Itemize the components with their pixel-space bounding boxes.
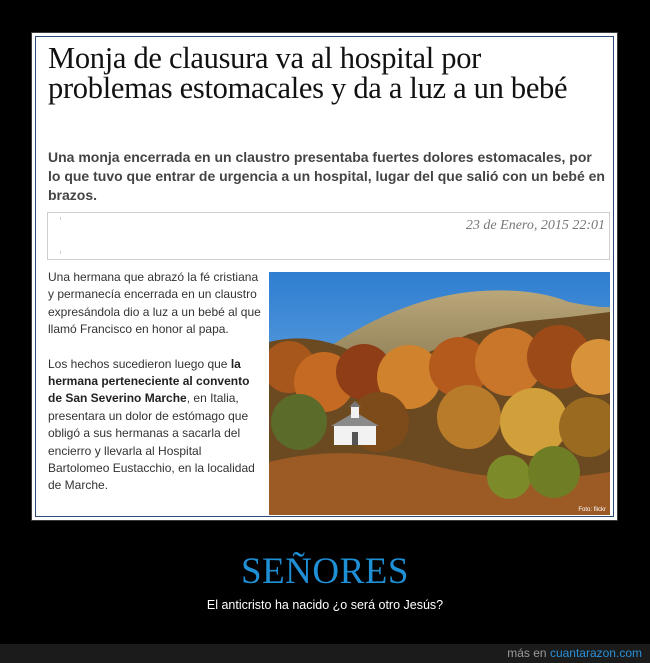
footer-more-link[interactable]: más en cuantarazon.com — [507, 646, 642, 660]
article-panel — [35, 36, 614, 517]
article-paragraph-2: Los hechos sucedieron luego que la hermana perteneciente al convento de San Severino Marche, en Italia, presentara un dolor de estómago que obligó a sus hermanas a sacarla del encierro y llevarla al Hospital Bartolomeo Eustacchio, en la localidad de Marche. — [48, 356, 255, 493]
article-meta-box — [47, 212, 610, 260]
site-footer — [0, 644, 650, 663]
article-photo — [269, 272, 610, 515]
meme-caption: El anticristo ha nacido ¿o será otro Jesús? — [206, 598, 444, 612]
article-body — [48, 269, 264, 512]
article-paragraph-1: Una hermana que abrazó la fé cristiana y permanecía encerrada en un claustro expresándola dio a luz a un bebé al que llamó Francisco en honor al papa. — [48, 270, 261, 337]
photo-credit: Foto: flickr — [578, 507, 606, 513]
article-title: Monja de clausura va al hospital por problemas estomacales y da a luz a un bebé — [48, 41, 568, 105]
mountain-chapel-image — [269, 272, 610, 515]
article-subtitle: Una monja encerrada en un claustro presentaba fuertes dolores estomacales, por lo que tuvo que entrar de urgencia a un hospital, lugar del que salió con un bebé en brazos. — [48, 149, 605, 203]
article-screenshot-frame — [31, 32, 618, 521]
meta-divider — [60, 217, 61, 220]
site-link[interactable]: cuantarazon.com — [549, 646, 642, 660]
article-date: 23 de Enero, 2015 22:01 — [465, 218, 605, 233]
meme-headline: SEÑORES — [241, 551, 409, 592]
meta-divider — [60, 251, 61, 254]
article-highlight: la hermana perteneciente al convento de San Severino Marche — [48, 356, 250, 406]
